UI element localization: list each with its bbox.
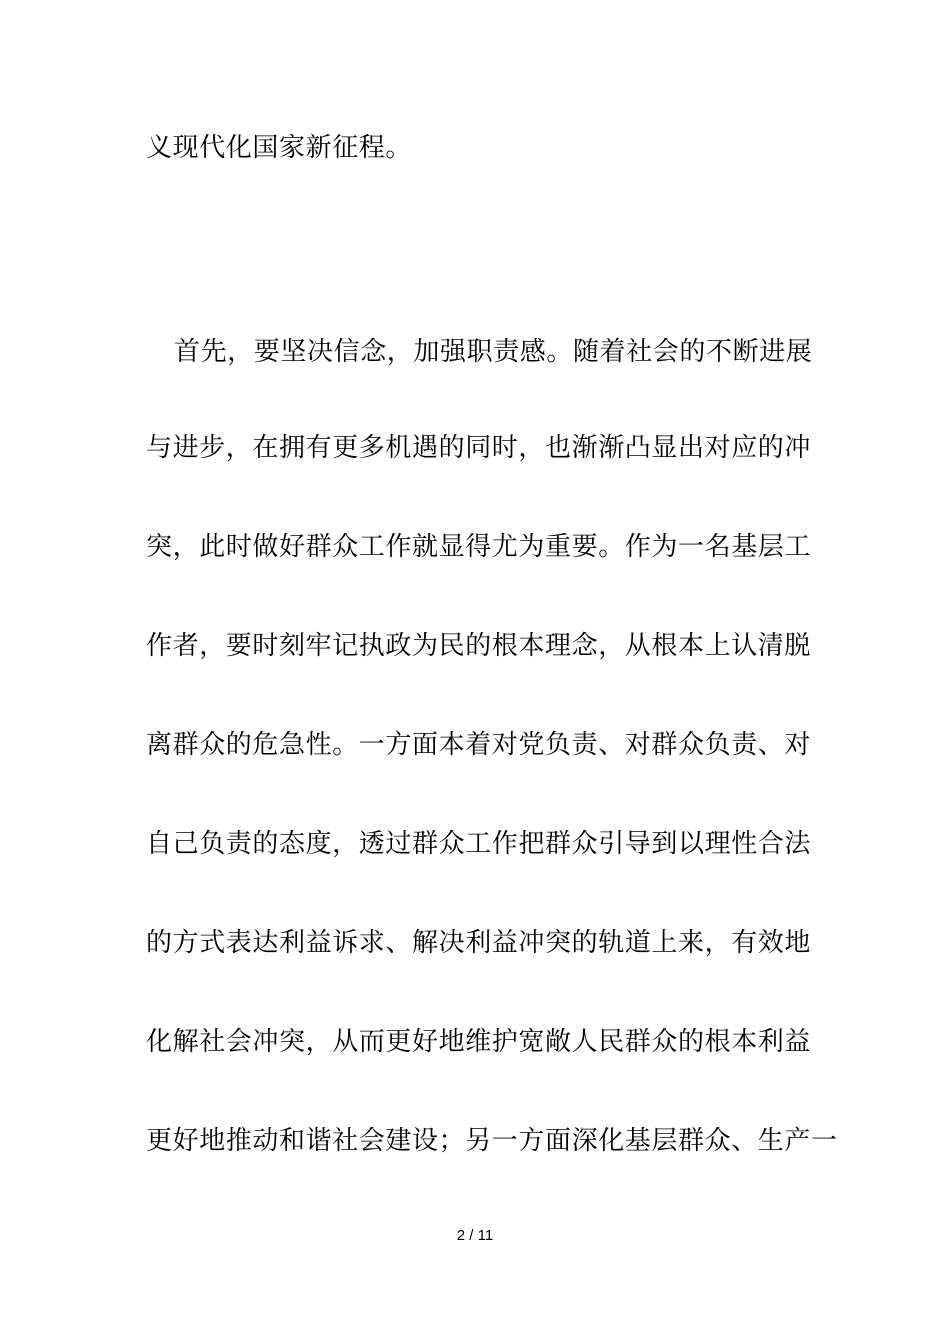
page-number: 2 / 11 bbox=[456, 1227, 494, 1244]
paragraph-line-1: 义现代化国家新征程。 bbox=[146, 133, 413, 163]
paragraph-line-10: 更好地推动和谐社会建设；另一方面深化基层群众、生产一 bbox=[146, 1126, 838, 1156]
paragraph-line-4: 突，此时做好群众工作就显得尤为重要。作为一名基层工 bbox=[146, 532, 812, 562]
paragraph-line-6: 离群众的危急性。一方面本着对党负责、对群众负责、对 bbox=[146, 730, 812, 760]
paragraph-line-3: 与进步，在拥有更多机遇的同时，也渐渐凸显出对应的冲 bbox=[146, 433, 812, 463]
paragraph-line-5: 作者，要时刻牢记执政为民的根本理念，从根本上认清脱 bbox=[146, 631, 812, 661]
paragraph-line-8: 的方式表达利益诉求、解决利益冲突的轨道上来，有效地 bbox=[146, 928, 812, 958]
paragraph-line-2: 首先，要坚决信念，加强职责感。随着社会的不断进展 bbox=[174, 337, 813, 367]
paragraph-line-9: 化解社会冲突，从而更好地维护宽敞人民群众的根本利益 bbox=[146, 1027, 812, 1057]
paragraph-line-7: 自己负责的态度，透过群众工作把群众引导到以理性合法 bbox=[146, 829, 812, 859]
